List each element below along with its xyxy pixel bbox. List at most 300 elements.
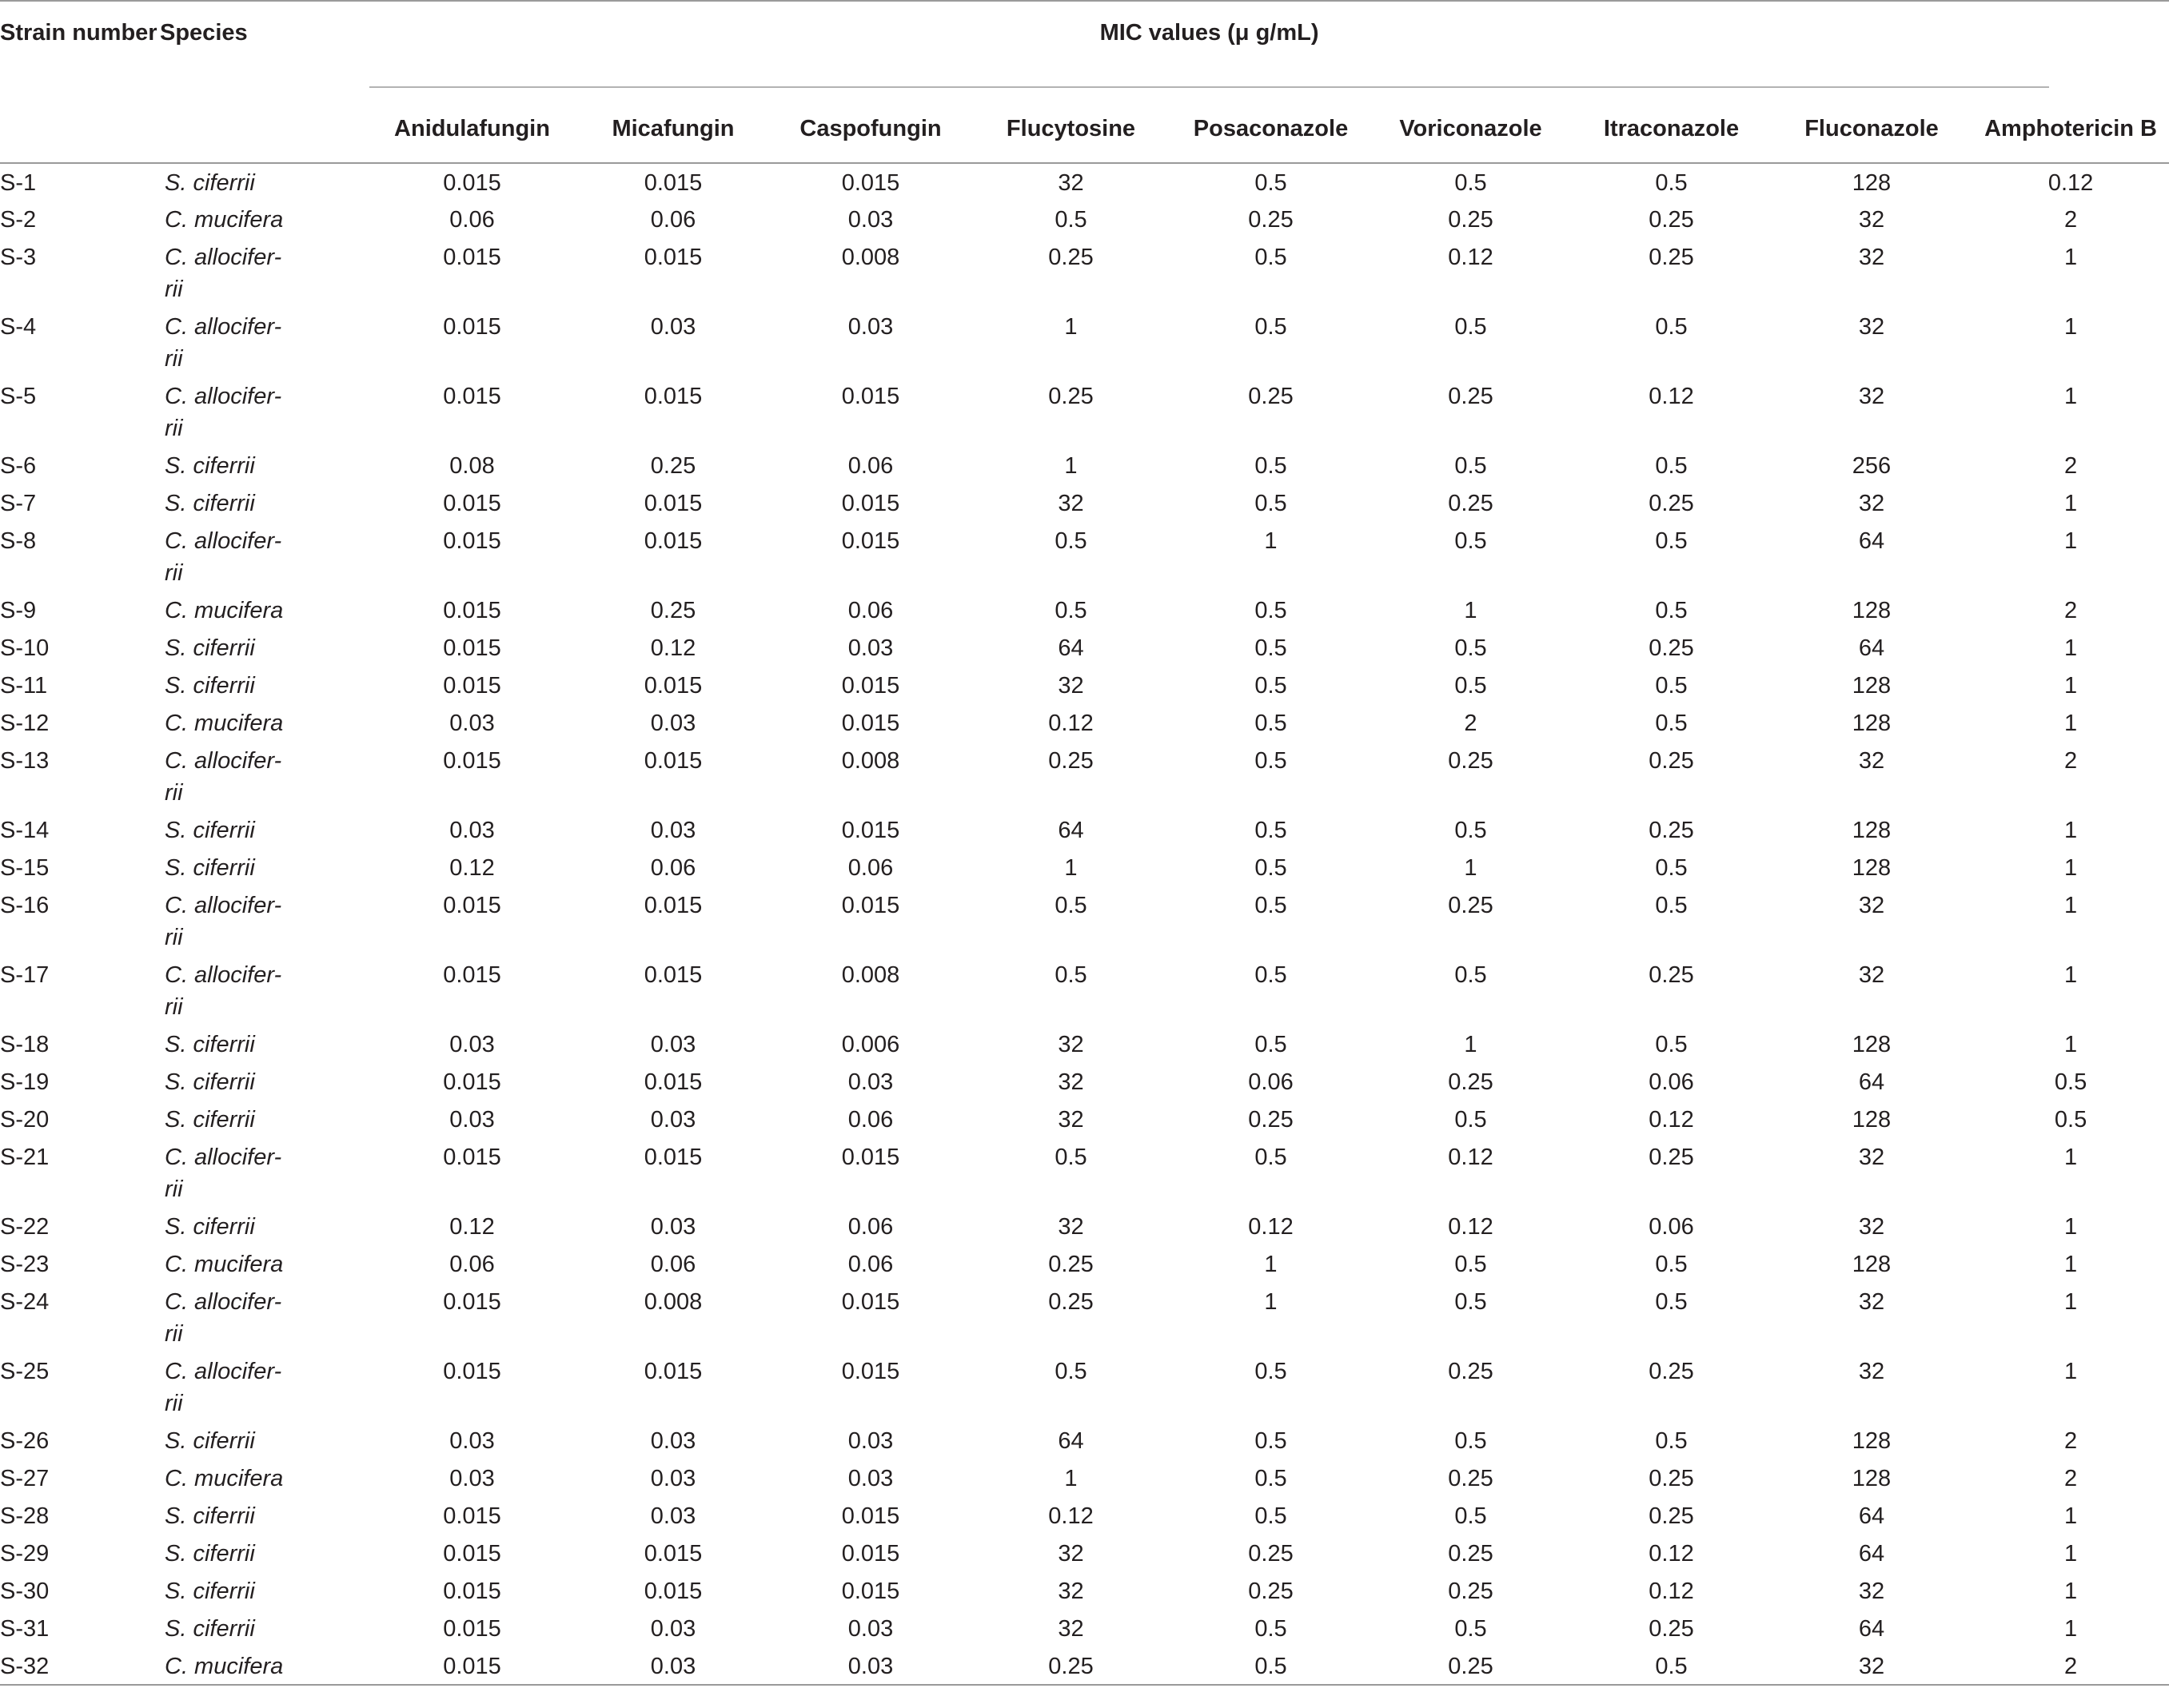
cell-mic-value: 0.03	[650, 1616, 696, 1642]
cell-mic-value: 0.5	[1254, 855, 1287, 881]
cell-mic-value: 1	[1264, 1289, 1278, 1315]
cell-mic-value: 0.06	[847, 855, 894, 881]
cell-strain-number: S-4	[0, 314, 37, 340]
table-row	[0, 591, 2169, 629]
cell-mic-value: 1	[2063, 1145, 2078, 1170]
cell-species: C. allocifer- rii	[165, 1289, 282, 1347]
cell-mic-value: 0.25	[1448, 491, 1493, 516]
cell-strain-number: S-9	[0, 598, 37, 623]
cell-species: S. ciferrii	[165, 1579, 255, 1604]
header-drug-flucytosine: Flucytosine	[970, 98, 1172, 163]
cell-mic-value: 0.015	[443, 1503, 501, 1529]
cell-mic-value: 128	[1852, 598, 1892, 623]
cell-mic-value: 0.5	[1254, 314, 1287, 340]
cell-strain-number: S-22	[0, 1214, 50, 1240]
cell-mic-value: 32	[1058, 1579, 1084, 1604]
cell-mic-value: 64	[1858, 1541, 1885, 1567]
table-row	[0, 1283, 2169, 1352]
cell-mic-value: 32	[1858, 893, 1885, 918]
cell-strain-number: S-2	[0, 207, 37, 233]
cell-mic-value: 0.5	[1055, 1145, 1087, 1170]
cell-mic-value: 0.25	[1649, 1359, 1694, 1384]
cell-mic-value: 0.015	[443, 1616, 501, 1642]
cell-mic-value: 1	[2063, 893, 2078, 918]
cell-mic-value: 0.06	[449, 207, 495, 233]
cell-mic-value: 0.25	[1448, 384, 1493, 409]
cell-species: C. allocifer- rii	[165, 528, 282, 586]
cell-mic-value: 32	[1858, 1579, 1885, 1604]
cell-mic-value: 0.5	[1454, 1616, 1487, 1642]
header-mic-group	[369, 2, 2169, 98]
header-strain-number: Strain number	[0, 20, 157, 46]
cell-mic-value: 0.5	[1254, 1616, 1287, 1642]
cell-mic-value: 0.06	[1248, 1069, 1294, 1095]
cell-mic-value: 0.006	[841, 1032, 900, 1057]
cell-mic-value: 0.25	[1048, 384, 1094, 409]
cell-mic-value: 0.5	[1454, 314, 1487, 340]
cell-species: S. ciferrii	[165, 855, 255, 881]
cell-mic-value: 0.06	[449, 1252, 495, 1277]
cell-mic-value: 0.5	[1454, 818, 1487, 843]
cell-mic-value: 0.03	[847, 1616, 894, 1642]
cell-mic-value: 0.015	[841, 1503, 900, 1529]
cell-species: S. ciferrii	[165, 1069, 255, 1095]
cell-mic-value: 128	[1852, 1428, 1892, 1454]
cell-mic-value: 0.03	[449, 818, 495, 843]
cell-mic-value: 1	[2063, 855, 2078, 881]
cell-mic-value: 128	[1852, 1107, 1892, 1133]
cell-mic-value: 128	[1852, 1466, 1892, 1491]
cell-strain-number: S-32	[0, 1654, 50, 1679]
cell-mic-value: 0.015	[841, 491, 900, 516]
cell-mic-value: 0.12	[449, 1214, 495, 1240]
cell-mic-value: 0.25	[1248, 207, 1294, 233]
cell-mic-value: 0.25	[1649, 1616, 1694, 1642]
cell-mic-value: 0.25	[1048, 1252, 1094, 1277]
cell-mic-value: 0.5	[1254, 893, 1287, 918]
cell-species: S. ciferrii	[165, 1214, 255, 1240]
table-row	[0, 629, 2169, 667]
cell-mic-value: 32	[1858, 245, 1885, 270]
cell-mic-value: 0.12	[1448, 1145, 1493, 1170]
table-row	[0, 704, 2169, 742]
cell-mic-value: 64	[1858, 1503, 1885, 1529]
header-blank-strain	[0, 98, 160, 163]
cell-mic-value: 1	[2063, 1214, 2078, 1240]
cell-mic-value: 0.015	[443, 893, 501, 918]
table-row	[0, 1572, 2169, 1610]
cell-species: C. allocifer- rii	[165, 1359, 282, 1416]
cell-strain-number: S-5	[0, 384, 37, 409]
cell-strain-number: S-1	[0, 170, 37, 196]
cell-mic-value: 0.5	[2054, 1069, 2087, 1095]
cell-mic-value: 32	[1858, 1359, 1885, 1384]
cell-species: S. ciferrii	[165, 1107, 255, 1133]
cell-species: C. allocifer- rii	[165, 962, 282, 1020]
cell-mic-value: 32	[1058, 673, 1084, 699]
cell-mic-value: 1	[2063, 1616, 2078, 1642]
cell-mic-value: 0.25	[650, 598, 696, 623]
cell-mic-value: 0.5	[1454, 453, 1487, 479]
cell-mic-value: 0.015	[841, 384, 900, 409]
cell-mic-value: 0.015	[443, 245, 501, 270]
cell-mic-value: 1	[2063, 1541, 2078, 1567]
cell-mic-value: 0.015	[443, 491, 501, 516]
cell-mic-value: 2	[2063, 1428, 2078, 1454]
cell-mic-value: 1	[2063, 1359, 2078, 1384]
cell-strain-number: S-28	[0, 1503, 50, 1529]
cell-mic-value: 0.5	[1454, 1289, 1487, 1315]
cell-species: C. allocifer- rii	[165, 748, 282, 806]
cell-strain-number: S-16	[0, 893, 50, 918]
cell-mic-value: 64	[1858, 528, 1885, 554]
cell-mic-value: 0.015	[443, 314, 501, 340]
cell-mic-value: 0.5	[1454, 962, 1487, 988]
cell-mic-value: 1	[1064, 453, 1078, 479]
cell-mic-value: 0.06	[847, 1252, 894, 1277]
cell-mic-value: 0.5	[1254, 491, 1287, 516]
cell-mic-value: 0.25	[1649, 491, 1694, 516]
cell-mic-value: 0.5	[1055, 1359, 1087, 1384]
cell-mic-value: 0.5	[1655, 855, 1688, 881]
cell-mic-value: 32	[1858, 384, 1885, 409]
cell-mic-value: 0.5	[1254, 635, 1287, 661]
cell-mic-value: 0.5	[1254, 1428, 1287, 1454]
cell-mic-value: 0.015	[644, 245, 703, 270]
cell-mic-value: 1	[2063, 673, 2078, 699]
cell-mic-value: 0.008	[644, 1289, 703, 1315]
cell-mic-value: 0.5	[1655, 528, 1688, 554]
cell-strain-number: S-30	[0, 1579, 50, 1604]
cell-mic-value: 2	[2063, 748, 2078, 774]
cell-species: S. ciferrii	[165, 1616, 255, 1642]
cell-mic-value: 0.25	[1448, 207, 1493, 233]
cell-mic-value: 1	[1064, 314, 1078, 340]
cell-species: S. ciferrii	[165, 1428, 255, 1454]
header-drug-amphotericin-b: Amphotericin B	[1972, 98, 2169, 163]
cell-mic-value: 64	[1858, 635, 1885, 661]
cell-mic-value: 0.03	[650, 1107, 696, 1133]
cell-strain-number: S-14	[0, 818, 50, 843]
cell-mic-value: 0.015	[644, 528, 703, 554]
cell-mic-value: 0.5	[1254, 711, 1287, 736]
cell-mic-value: 0.25	[1649, 1503, 1694, 1529]
cell-mic-value: 1	[1464, 855, 1477, 881]
cell-mic-value: 0.25	[1649, 962, 1694, 988]
cell-mic-value: 32	[1058, 1032, 1084, 1057]
cell-mic-value: 0.5	[1454, 1107, 1487, 1133]
header-drug-itraconazole: Itraconazole	[1572, 98, 1771, 163]
cell-mic-value: 0.03	[449, 1032, 495, 1057]
table-row	[0, 1352, 2169, 1422]
cell-species: C. mucifera	[165, 207, 284, 233]
cell-strain-number: S-20	[0, 1107, 50, 1133]
cell-mic-value: 0.03	[449, 1428, 495, 1454]
cell-mic-value: 0.08	[449, 453, 495, 479]
cell-mic-value: 0.25	[1448, 1069, 1493, 1095]
table-row	[0, 956, 2169, 1025]
cell-mic-value: 0.015	[443, 528, 501, 554]
cell-mic-value: 64	[1858, 1616, 1885, 1642]
cell-mic-value: 0.5	[1655, 1654, 1688, 1679]
cell-mic-value: 32	[1858, 1214, 1885, 1240]
cell-mic-value: 0.5	[1655, 453, 1688, 479]
cell-mic-value: 1	[2063, 711, 2078, 736]
cell-strain-number: S-18	[0, 1032, 50, 1057]
cell-species: C. allocifer- rii	[165, 245, 282, 302]
cell-mic-value: 0.015	[443, 635, 501, 661]
cell-mic-value: 0.5	[1454, 1503, 1487, 1529]
table-row	[0, 1245, 2169, 1283]
table-row	[0, 1610, 2169, 1647]
cell-mic-value: 32	[1058, 1107, 1084, 1133]
cell-mic-value: 0.015	[443, 962, 501, 988]
cell-strain-number: S-25	[0, 1359, 50, 1384]
cell-mic-value: 0.06	[650, 1252, 696, 1277]
cell-mic-value: 0.5	[1254, 673, 1287, 699]
cell-mic-value: 0.5	[1655, 170, 1688, 196]
cell-mic-value: 0.5	[1254, 1503, 1287, 1529]
cell-mic-value: 128	[1852, 711, 1892, 736]
cell-mic-value: 0.5	[1454, 170, 1487, 196]
cell-strain-number: S-26	[0, 1428, 50, 1454]
cell-mic-value: 0.5	[1055, 962, 1087, 988]
cell-mic-value: 64	[1058, 1428, 1084, 1454]
cell-mic-value: 0.06	[847, 1107, 894, 1133]
cell-mic-value: 0.015	[443, 384, 501, 409]
cell-mic-value: 1	[1464, 1032, 1477, 1057]
cell-mic-value: 0.12	[1048, 1503, 1094, 1529]
cell-mic-value: 0.25	[1048, 1654, 1094, 1679]
cell-mic-value: 0.5	[1655, 314, 1688, 340]
table-body	[0, 163, 2169, 1685]
cell-mic-value: 0.06	[1649, 1069, 1694, 1095]
cell-mic-value: 0.03	[650, 711, 696, 736]
cell-mic-value: 0.5	[1655, 893, 1688, 918]
cell-mic-value: 0.25	[1649, 245, 1694, 270]
cell-mic-value: 0.25	[1448, 1654, 1493, 1679]
header-drug-caspofungin: Caspofungin	[772, 98, 970, 163]
cell-strain-number: S-7	[0, 491, 37, 516]
cell-mic-value: 0.25	[1448, 748, 1493, 774]
cell-mic-value: 1	[1464, 598, 1477, 623]
cell-mic-value: 0.015	[644, 748, 703, 774]
cell-mic-value: 32	[1058, 1541, 1084, 1567]
cell-species: C. mucifera	[165, 1252, 284, 1277]
cell-mic-value: 0.03	[650, 1032, 696, 1057]
cell-mic-value: 2	[1464, 711, 1477, 736]
cell-mic-value: 0.03	[847, 635, 894, 661]
header-blank-species	[160, 98, 369, 163]
cell-mic-value: 0.12	[1248, 1214, 1294, 1240]
table-row	[0, 849, 2169, 886]
cell-species: C. mucifera	[165, 1466, 284, 1491]
cell-strain-number: S-8	[0, 528, 37, 554]
cell-mic-value: 0.25	[1448, 1541, 1493, 1567]
cell-mic-value: 0.5	[1655, 1289, 1688, 1315]
table-row	[0, 447, 2169, 484]
cell-mic-value: 0.5	[1254, 1145, 1287, 1170]
cell-mic-value: 0.015	[841, 711, 900, 736]
cell-species: C. allocifer- rii	[165, 314, 282, 372]
table-row	[0, 163, 2169, 201]
cell-mic-value: 0.12	[1448, 245, 1493, 270]
cell-mic-value: 0.5	[1454, 673, 1487, 699]
cell-mic-value: 32	[1858, 748, 1885, 774]
cell-mic-value: 0.12	[2047, 170, 2094, 196]
cell-strain-number: S-13	[0, 748, 50, 774]
cell-species: C. mucifera	[165, 598, 284, 623]
cell-mic-value: 0.12	[1048, 711, 1094, 736]
cell-mic-value: 0.03	[650, 1428, 696, 1454]
cell-mic-value: 0.015	[841, 1145, 900, 1170]
cell-species: S. ciferrii	[165, 170, 255, 196]
cell-mic-value: 32	[1058, 491, 1084, 516]
cell-mic-value: 0.015	[841, 673, 900, 699]
table-row	[0, 238, 2169, 308]
cell-mic-value: 0.5	[1254, 962, 1287, 988]
cell-mic-value: 32	[1058, 1616, 1084, 1642]
cell-mic-value: 0.5	[1254, 1654, 1287, 1679]
table-row	[0, 1497, 2169, 1535]
cell-mic-value: 0.12	[1649, 1579, 1694, 1604]
cell-species: C. allocifer- rii	[165, 384, 282, 441]
table-row	[0, 742, 2169, 811]
cell-mic-value: 0.03	[650, 1466, 696, 1491]
cell-mic-value: 0.06	[847, 598, 894, 623]
cell-mic-value: 0.5	[1655, 1428, 1688, 1454]
table-row	[0, 308, 2169, 377]
cell-mic-value: 1	[2063, 528, 2078, 554]
cell-mic-value: 1	[2063, 1252, 2078, 1277]
cell-mic-value: 32	[1858, 314, 1885, 340]
cell-mic-value: 1	[2063, 1503, 2078, 1529]
cell-mic-value: 0.015	[644, 1069, 703, 1095]
table-row	[0, 1101, 2169, 1138]
cell-mic-value: 0.5	[1454, 528, 1487, 554]
cell-mic-value: 0.015	[841, 818, 900, 843]
table-row	[0, 1647, 2169, 1685]
cell-mic-value: 1	[2063, 962, 2078, 988]
cell-mic-value: 0.25	[1649, 1466, 1694, 1491]
cell-mic-value: 0.25	[1649, 1145, 1694, 1170]
cell-mic-value: 1	[1264, 528, 1278, 554]
table-row	[0, 811, 2169, 849]
cell-species: S. ciferrii	[165, 491, 255, 516]
cell-mic-value: 0.5	[1655, 598, 1688, 623]
cell-mic-value: 64	[1058, 818, 1084, 843]
cell-mic-value: 32	[1858, 962, 1885, 988]
table-header	[0, 2, 2169, 163]
cell-mic-value: 128	[1852, 855, 1892, 881]
cell-mic-value: 128	[1852, 1032, 1892, 1057]
cell-mic-value: 0.03	[847, 314, 894, 340]
cell-species: S. ciferrii	[165, 1032, 255, 1057]
cell-mic-value: 0.25	[1248, 1579, 1294, 1604]
cell-strain-number: S-6	[0, 453, 37, 479]
cell-mic-value: 0.008	[841, 962, 900, 988]
cell-mic-value: 0.12	[1448, 1214, 1493, 1240]
cell-mic-value: 0.06	[650, 855, 696, 881]
cell-mic-value: 0.03	[449, 1466, 495, 1491]
cell-mic-value: 1	[1064, 1466, 1078, 1491]
cell-mic-value: 0.015	[841, 528, 900, 554]
cell-mic-value: 0.015	[644, 962, 703, 988]
cell-mic-value: 128	[1852, 673, 1892, 699]
cell-mic-value: 0.015	[644, 1541, 703, 1567]
cell-mic-value: 0.5	[2054, 1107, 2087, 1133]
cell-mic-value: 0.015	[841, 170, 900, 196]
cell-species: S. ciferrii	[165, 453, 255, 479]
cell-mic-value: 0.015	[443, 673, 501, 699]
cell-mic-value: 1	[2063, 818, 2078, 843]
cell-mic-value: 0.5	[1655, 673, 1688, 699]
cell-mic-value: 2	[2063, 1654, 2078, 1679]
cell-mic-value: 0.015	[443, 1069, 501, 1095]
header-drug-fluconazole: Fluconazole	[1771, 98, 1972, 163]
cell-mic-value: 32	[1058, 1069, 1084, 1095]
cell-mic-value: 0.015	[841, 1541, 900, 1567]
cell-mic-value: 0.015	[443, 1289, 501, 1315]
cell-mic-value: 1	[2063, 635, 2078, 661]
cell-mic-value: 0.25	[1649, 635, 1694, 661]
cell-mic-value: 0.5	[1055, 207, 1087, 233]
cell-mic-value: 0.5	[1254, 1032, 1287, 1057]
cell-mic-value: 0.25	[1248, 1541, 1294, 1567]
cell-mic-value: 0.5	[1655, 1252, 1688, 1277]
table-row	[0, 522, 2169, 591]
cell-mic-value: 0.5	[1655, 711, 1688, 736]
cell-mic-value: 1	[2063, 1032, 2078, 1057]
cell-mic-value: 0.015	[841, 893, 900, 918]
cell-mic-value: 0.5	[1254, 818, 1287, 843]
cell-strain-number: S-10	[0, 635, 50, 661]
cell-strain-number: S-29	[0, 1541, 50, 1567]
cell-mic-value: 0.03	[449, 711, 495, 736]
mic-values-table	[0, 2, 2169, 1687]
header-mic-group-label: MIC values (μ g/mL)	[369, 18, 2049, 88]
cell-mic-value: 0.03	[847, 1466, 894, 1491]
cell-mic-value: 0.5	[1254, 1359, 1287, 1384]
cell-mic-value: 32	[1058, 170, 1084, 196]
cell-species: S. ciferrii	[165, 1541, 255, 1567]
cell-mic-value: 0.03	[847, 1069, 894, 1095]
cell-mic-value: 256	[1852, 453, 1892, 479]
cell-mic-value: 0.12	[1649, 1541, 1694, 1567]
cell-mic-value: 2	[2063, 598, 2078, 623]
cell-mic-value: 0.015	[841, 1359, 900, 1384]
cell-mic-value: 1	[1064, 855, 1078, 881]
cell-mic-value: 0.5	[1254, 748, 1287, 774]
table-row	[0, 1138, 2169, 1208]
cell-mic-value: 0.015	[841, 1579, 900, 1604]
cell-mic-value: 0.5	[1254, 598, 1287, 623]
cell-mic-value: 0.25	[1248, 384, 1294, 409]
cell-mic-value: 0.06	[847, 453, 894, 479]
cell-strain-number: S-21	[0, 1145, 50, 1170]
cell-mic-value: 32	[1858, 1654, 1885, 1679]
cell-mic-value: 0.25	[1448, 1466, 1493, 1491]
table-row	[0, 1459, 2169, 1497]
cell-strain-number: S-3	[0, 245, 37, 270]
table-row	[0, 886, 2169, 956]
cell-strain-number: S-31	[0, 1616, 50, 1642]
cell-mic-value: 128	[1852, 1252, 1892, 1277]
cell-mic-value: 0.12	[449, 855, 495, 881]
cell-mic-value: 0.03	[650, 818, 696, 843]
cell-mic-value: 0.5	[1055, 598, 1087, 623]
cell-mic-value: 1	[2063, 1579, 2078, 1604]
